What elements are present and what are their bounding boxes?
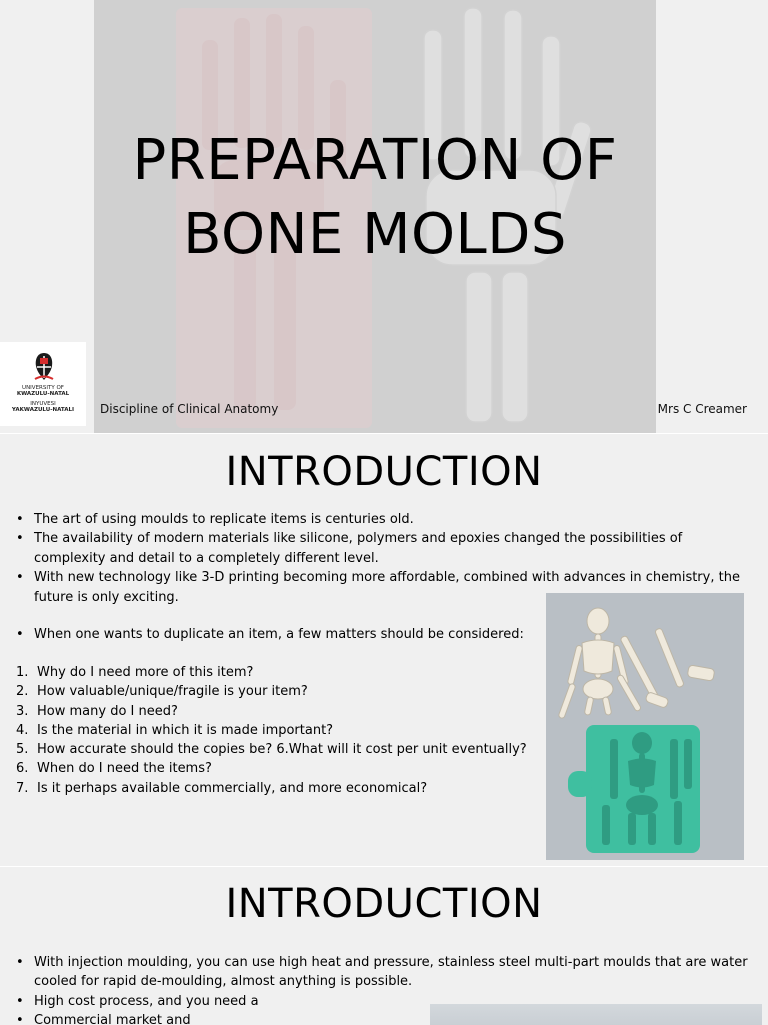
- footer-presenter: Mrs C Creamer: [657, 402, 747, 416]
- numbered-item: [16, 702, 546, 721]
- item-text: Why do I need more of this item?: [37, 665, 254, 680]
- introduction-slide-2: [0, 866, 768, 1025]
- title-line-2: BONE MOLDS: [183, 202, 567, 267]
- skeleton-mold-photo: [546, 593, 744, 860]
- bullet-item: • Commercial market and: [16, 1011, 756, 1025]
- injection-mould-photo: [430, 1004, 762, 1025]
- university-logo: [0, 342, 86, 426]
- bullet-item: • When one wants to duplicate an item, a few matters should be considered:: [16, 625, 756, 644]
- logo-line-4: YAKWAZULU-NATALI: [11, 407, 75, 413]
- item-number: 2.: [16, 684, 29, 700]
- item-text: When do I need the items?: [37, 761, 212, 777]
- title-slide: [0, 0, 768, 433]
- title-line-1: PREPARATION OF: [132, 128, 618, 193]
- numbered-item: [16, 740, 546, 759]
- item-number: 6.: [16, 761, 29, 777]
- item-text: Is it perhaps available commercially, and more economical?: [37, 780, 428, 796]
- footer-discipline: Discipline of Clinical Anatomy: [100, 402, 279, 416]
- bullet-item: • The art of using moulds to replicate items is centuries old.: [16, 510, 756, 529]
- item-number: 1.: [16, 665, 29, 680]
- slide-title: [94, 124, 656, 272]
- bullet-item: • The availability of modern materials like silicone, polymers and epoxies changed the possibilities of complexity and detail to a completely different level.: [16, 529, 724, 568]
- item-number: 7.: [16, 780, 29, 796]
- bullet-item: • With injection moulding, you can use high heat and pressure, stainless steel multi-part moulds that are water cooled for rapid de-moulding, almost anything is possible.: [16, 953, 754, 992]
- bullet-item: • High cost process, and you need a: [16, 992, 756, 1011]
- item-number: 3.: [16, 703, 29, 719]
- introduction-slide-1: [0, 433, 768, 867]
- item-number: 5.: [16, 742, 29, 758]
- considerations-numbered-list: [16, 663, 546, 798]
- item-text: Is the material in which it is made important?: [37, 722, 334, 738]
- bullet-item: • With new technology like 3-D printing becoming more affordable, combined with advances in chemistry, the future is only exciting.: [16, 568, 746, 607]
- numbered-item: [16, 759, 546, 778]
- slide-heading: INTRODUCTION: [225, 449, 543, 495]
- item-number: 4.: [16, 722, 29, 738]
- item-text: How many do I need?: [37, 703, 178, 719]
- slide-heading: INTRODUCTION: [225, 881, 543, 927]
- logo-line-3: INYUVESI: [30, 401, 56, 407]
- numbered-item: [16, 721, 546, 740]
- logo-line-1: UNIVERSITY OF: [22, 385, 64, 391]
- numbered-item: [16, 779, 546, 798]
- logo-line-2: KWAZULU-NATAL: [16, 391, 70, 397]
- crest-icon: [33, 352, 55, 382]
- skeleton-and-mold-illustration: [546, 593, 744, 860]
- numbered-item: [16, 682, 546, 701]
- numbered-item: [16, 663, 546, 682]
- item-text: How valuable/unique/fragile is your item?: [37, 684, 308, 700]
- item-text: How accurate should the copies be? 6.What will it cost per unit eventually?: [37, 742, 527, 758]
